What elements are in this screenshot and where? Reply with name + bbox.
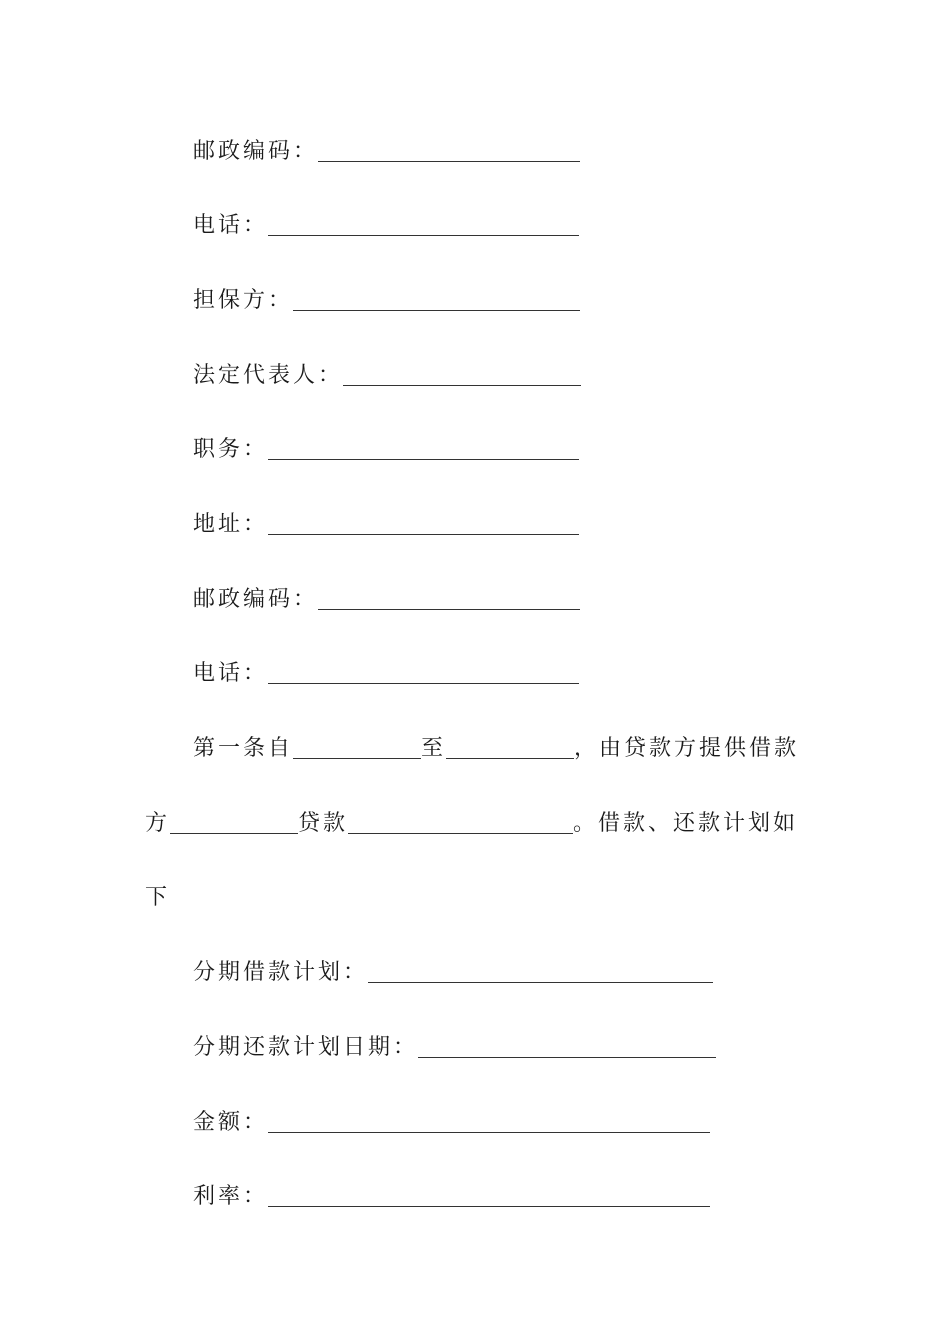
blank-line[interactable] (293, 290, 580, 311)
blank-line[interactable] (348, 813, 573, 834)
blank-line[interactable] (368, 962, 713, 983)
article-text: 。借款、还款计划如 (573, 811, 799, 836)
phone-field-2 (193, 660, 579, 688)
legal-representative-field (193, 362, 581, 390)
blank-line[interactable] (343, 365, 581, 386)
field-label: 分期还款计划日期： (193, 1035, 419, 1060)
field-label: 邮政编码： (193, 587, 319, 612)
article-text: 方 (145, 811, 171, 836)
field-label: 金额： (193, 1110, 269, 1135)
field-label: 利率： (193, 1184, 269, 1209)
interest-rate-field (193, 1183, 710, 1211)
blank-line[interactable] (318, 141, 580, 162)
field-label: 电话： (193, 661, 269, 686)
field-label: 职务： (193, 437, 269, 462)
blank-line[interactable] (268, 439, 579, 460)
phone-field-1 (193, 212, 579, 240)
article-text: ，由贷款方提供借款 (574, 736, 800, 761)
field-label: 担保方： (193, 288, 294, 313)
article-text: 至 (421, 736, 447, 761)
article-text: 贷款 (298, 811, 349, 836)
blank-line[interactable] (318, 589, 580, 610)
amount-field (193, 1109, 710, 1137)
blank-line[interactable] (268, 663, 579, 684)
field-label: 邮政编码： (193, 139, 319, 164)
blank-line[interactable] (293, 738, 421, 759)
field-label: 地址： (193, 512, 269, 537)
installment-loan-plan-field (193, 959, 713, 987)
field-label: 电话： (193, 213, 269, 238)
field-label: 法定代表人： (193, 363, 344, 388)
postal-code-field-1 (193, 138, 580, 166)
address-field (193, 511, 579, 539)
blank-line[interactable] (418, 1037, 716, 1058)
blank-line[interactable] (170, 813, 298, 834)
postal-code-field-2 (193, 586, 580, 614)
blank-line[interactable] (268, 514, 579, 535)
article-1-line-1 (193, 735, 799, 763)
field-label: 分期借款计划： (193, 960, 369, 985)
installment-repayment-date-field (193, 1034, 716, 1062)
article-1-line-3 (145, 884, 170, 912)
position-field (193, 436, 579, 464)
guarantor-field (193, 287, 580, 315)
blank-line[interactable] (268, 1186, 710, 1207)
blank-line[interactable] (446, 738, 574, 759)
article-text: 第一条自 (193, 736, 294, 761)
blank-line[interactable] (268, 1112, 710, 1133)
blank-line[interactable] (268, 215, 579, 236)
article-text: 下 (145, 885, 171, 910)
article-1-line-2 (145, 810, 798, 838)
